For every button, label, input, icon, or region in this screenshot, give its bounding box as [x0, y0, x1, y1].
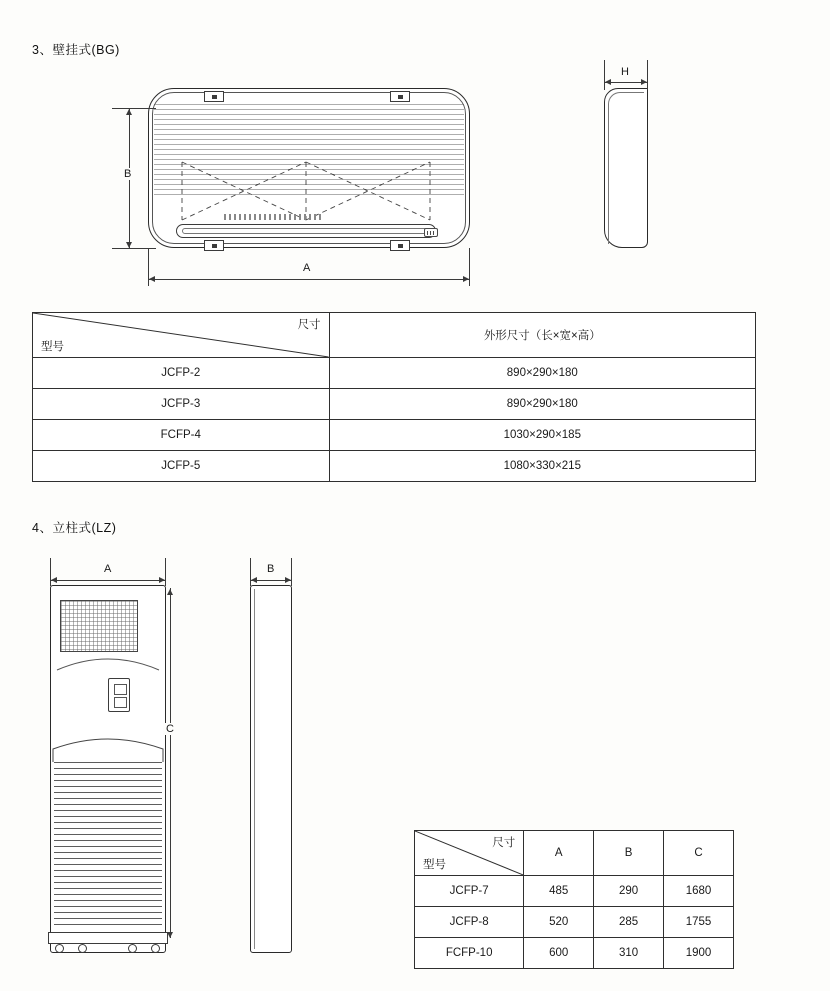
- bg-dim-a-ext-right: [469, 248, 470, 286]
- lz-dim-c-arrow-top: [167, 589, 173, 595]
- lz-spec-table: [414, 830, 734, 969]
- lz-cell-c: 1900: [663, 938, 733, 969]
- header-diagonal-line: [33, 313, 329, 357]
- bg-dim-b-ext-bottom: [112, 248, 156, 249]
- bg-cell-outline: 1080×330×215: [329, 451, 755, 482]
- bg-mounting-tab-bottom-right: [390, 240, 410, 251]
- bg-dim-h-arrow-right: [641, 79, 647, 85]
- lz-header-b: B: [594, 831, 664, 876]
- bg-dim-h-arrow-left: [605, 79, 611, 85]
- lz-cell-b: 285: [594, 907, 664, 938]
- bg-header-model-label: 型号: [41, 341, 64, 353]
- lz-dim-a-line: [50, 580, 166, 581]
- bg-dim-b-arrow-bottom: [126, 242, 132, 248]
- lz-cell-c: 1680: [663, 876, 733, 907]
- lz-cell-c: 1755: [663, 907, 733, 938]
- lz-dim-a-arrow-right: [159, 577, 165, 583]
- table-row: [33, 358, 756, 389]
- bg-control-knob: [424, 228, 438, 237]
- bg-header-outline-label: 外形尺寸（长×宽×高）: [329, 313, 755, 358]
- lz-foot: [55, 944, 64, 953]
- lz-dim-b-arrow-left: [251, 577, 257, 583]
- bg-coil-hatch: [224, 214, 324, 220]
- lz-dim-c-label: C: [163, 723, 177, 735]
- lz-cell-model: FCFP-10: [415, 938, 524, 969]
- bg-side-view-inner-outline: [608, 92, 644, 244]
- lz-cell-model: JCFP-8: [415, 907, 524, 938]
- lz-cell-a: 520: [524, 907, 594, 938]
- bg-dim-a-label: A: [300, 262, 313, 274]
- bg-dim-a-arrow-right: [463, 276, 469, 282]
- lz-dim-b-label: B: [264, 563, 277, 575]
- lz-header-model-dimension-cell: [415, 831, 524, 876]
- lz-foot: [78, 944, 87, 953]
- lz-control-panel: [108, 678, 130, 712]
- lz-header-dimension-label: 尺寸: [492, 837, 516, 849]
- bg-dim-h-ext-right: [647, 60, 648, 90]
- bg-cell-model: JCFP-5: [33, 451, 330, 482]
- bg-dim-b-label: B: [121, 168, 134, 180]
- bg-spec-table: [32, 312, 756, 482]
- bg-mounting-tab-top-right: [390, 91, 410, 102]
- lz-dim-b-ext-right: [291, 558, 292, 586]
- bg-cell-outline: 890×290×180: [329, 358, 755, 389]
- lz-header-c: C: [663, 831, 733, 876]
- lz-foot: [151, 944, 160, 953]
- lz-dim-a-label: A: [101, 563, 114, 575]
- bg-dim-b-arrow-top: [126, 109, 132, 115]
- bg-dim-h-label: H: [618, 66, 632, 78]
- table-header-row: [415, 831, 734, 876]
- bg-dim-a-line: [148, 279, 470, 280]
- table-row: [415, 907, 734, 938]
- lz-intake-grille: [60, 600, 138, 652]
- lz-lower-arc: [52, 735, 164, 763]
- lz-base-plate: [48, 932, 168, 944]
- bg-header-model-dimension-cell: [33, 313, 330, 358]
- table-row: [33, 420, 756, 451]
- lz-cell-b: 310: [594, 938, 664, 969]
- bg-air-outlet-slot: [182, 228, 430, 234]
- lz-foot: [128, 944, 137, 953]
- section-heading-lz: 4、立柱式(LZ): [32, 521, 117, 535]
- bg-internal-dashed-lines: [180, 160, 438, 222]
- lz-grille-curve: [55, 650, 161, 672]
- lz-dim-b-arrow-right: [285, 577, 291, 583]
- bg-dim-h-ext-left: [604, 60, 605, 90]
- bg-mounting-tab-top-left: [204, 91, 224, 102]
- section-heading-bg: 3、壁挂式(BG): [32, 43, 120, 57]
- table-header-row: [33, 313, 756, 358]
- lz-dim-a-ext-right: [165, 558, 166, 586]
- lz-cell-a: 485: [524, 876, 594, 907]
- lz-cell-a: 600: [524, 938, 594, 969]
- bg-cell-model: FCFP-4: [33, 420, 330, 451]
- lz-lower-louver-fins: [54, 762, 162, 930]
- lz-header-a: A: [524, 831, 594, 876]
- bg-cell-model: JCFP-3: [33, 389, 330, 420]
- lz-header-model-label: 型号: [423, 859, 446, 871]
- bg-mounting-tab-bottom-left: [204, 240, 224, 251]
- lz-dim-c-line: [170, 588, 171, 938]
- table-row: [33, 389, 756, 420]
- table-row: [33, 451, 756, 482]
- bg-dim-b-ext-top: [112, 108, 156, 109]
- lz-dim-c-arrow-bottom: [167, 932, 173, 938]
- bg-cell-model: JCFP-2: [33, 358, 330, 389]
- lz-dim-a-arrow-left: [51, 577, 57, 583]
- bg-header-dimension-label: 尺寸: [297, 319, 321, 331]
- lz-cell-model: JCFP-7: [415, 876, 524, 907]
- table-row: [415, 938, 734, 969]
- lz-cell-b: 290: [594, 876, 664, 907]
- lz-side-view-inner-edge: [254, 589, 288, 949]
- table-row: [415, 876, 734, 907]
- bg-dim-a-arrow-left: [149, 276, 155, 282]
- bg-cell-outline: 890×290×180: [329, 389, 755, 420]
- bg-cell-outline: 1030×290×185: [329, 420, 755, 451]
